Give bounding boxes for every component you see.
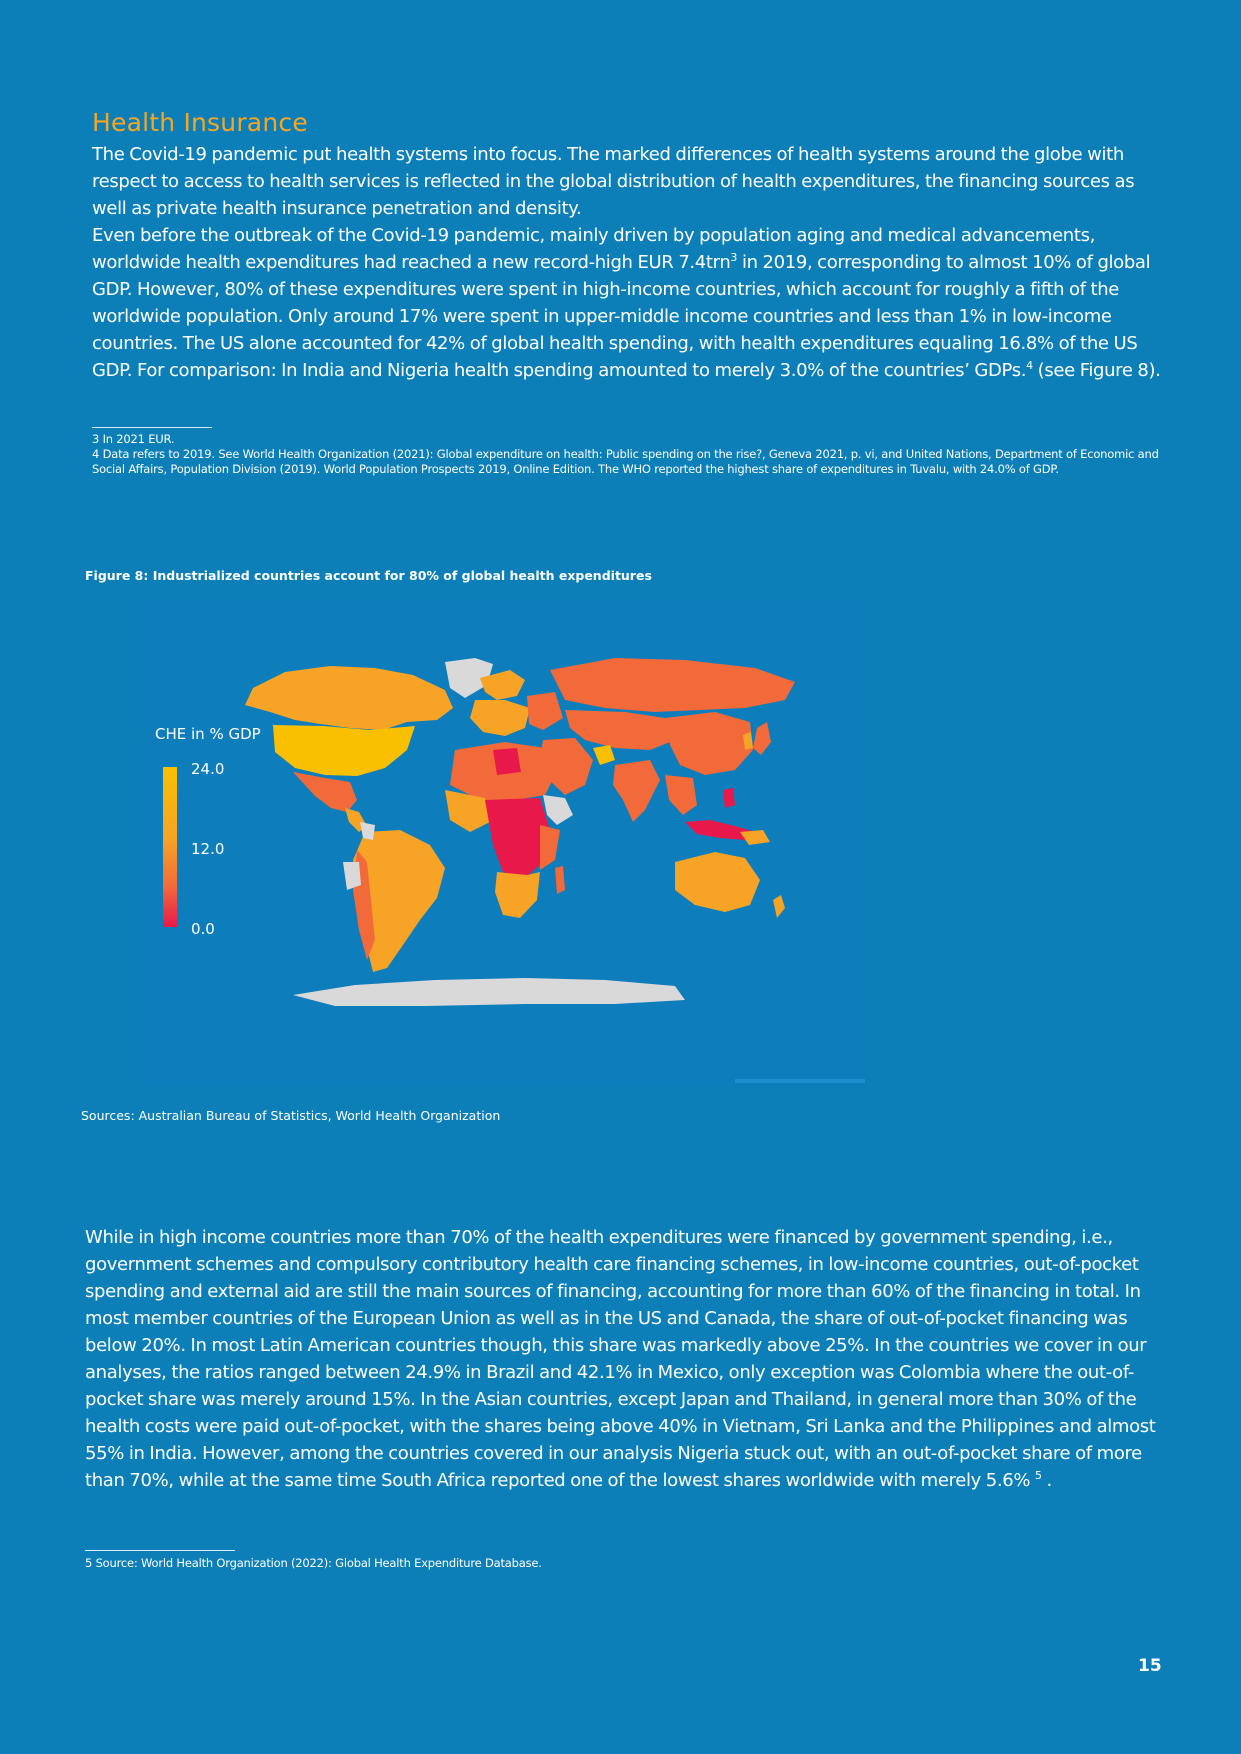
footnote-ref-3[interactable]: 3 — [730, 251, 738, 264]
map-region-asia-central — [565, 710, 675, 750]
intro-paragraph-2-part-c: (see Figure 8). — [1032, 360, 1161, 381]
world-map — [145, 600, 865, 1085]
map-region-russia — [550, 658, 795, 712]
map-region-africa-east — [540, 825, 560, 870]
map-region-southeast-asia — [665, 775, 697, 815]
intro-paragraph-2-part-a: Even before the outbreak of the Covid-19 pandemic, mainly driven by population aging and medical advancements, worldwide health expenditures had reached a new record-high EUR 7.4trn — [92, 225, 1095, 273]
map-region-china — [665, 712, 753, 775]
legend-mid-label: 12.0 — [191, 840, 225, 858]
map-region-mexico — [293, 772, 357, 812]
map-region-europe — [470, 700, 530, 736]
map-region-australia — [675, 852, 760, 912]
footnote-divider-bottom — [85, 1550, 235, 1551]
footnote-ref-4[interactable]: 4 — [1026, 359, 1033, 372]
figure-caption: Figure 8: Industrialized countries account for 80% of global health expenditures — [85, 568, 652, 583]
figure-sources: Sources: Australian Bureau of Statistics, World Health Organization — [81, 1108, 501, 1123]
map-region-usa — [273, 725, 415, 776]
map-region-india — [613, 760, 660, 822]
intro-paragraph-2-part-b: in 2019, corresponding to almost 10% of global GDP. However, 80% of these expenditures were spent in high-income countries, which account for roughly a fifth of the worldwide population. Only around 17% were spent in upper-middle income countries and less than 1% in low-income countries. The US alone accounted for 42% of global health spending, with health expenditures equaling 16.8% of the US GDP. For comparison: In India and Nigeria health spending amounted to merely 3.0% of the countries’ GDPs. — [92, 252, 1151, 381]
map-region-canada — [245, 666, 453, 730]
body-paragraph-end: . — [1041, 1470, 1052, 1491]
body-paragraph-text: While in high income countries more than 70% of the health expenditures were financed by government spending, i.e., government schemes and compulsory contributory health care financing schemes, in low-income countries, out-of-pocket spending and external aid are still the main sources of financing, accounting for more than 60% of the financing in total. In most member countries of the European Union as well as in the US and Canada, the share of out-of-pocket financing was below 20%. In most Latin American countries though, this share was markedly above 25%. In the countries we cover in our analyses, the ratios ranged between 24.9% in Brazil and 42.1% in Mexico, only exception was Colombia where the out-of-pocket share was merely around 15%. In the Asian countries, except Japan and Thailand, in general more than 30% of the health costs were paid out-of-pocket, with the shares being above 40% in Vietnam, Sri Lanka and the Philippines and almost 55% in India. However, among the countries covered in our analysis Nigeria stuck out, with an out-of-pocket share of more than 70%, while at the same time South Africa reported one of the lowest shares worldwide with merely 5.6% — [85, 1227, 1156, 1491]
map-region-antarctica — [293, 978, 685, 1006]
map-region-papua — [740, 830, 770, 845]
map-region-new-zealand — [773, 895, 785, 918]
footnote-3: 3 In 2021 EUR. — [92, 432, 175, 446]
legend-min-label: 0.0 — [191, 920, 215, 938]
footnote-5: 5 Source: World Health Organization (2022): Global Health Expenditure Database. — [85, 1556, 542, 1570]
map-region-afghanistan — [593, 745, 615, 765]
body-paragraph — [85, 1224, 1170, 1494]
map-region-japan — [753, 722, 771, 755]
map-region-philippines — [723, 788, 735, 808]
map-region-no-data-sa — [343, 862, 361, 890]
intro-text — [92, 141, 1167, 384]
intro-paragraph-1: The Covid-19 pandemic put health systems into focus. The marked differences of health systems around the globe with respect to access to health services is reflected in the global distribution of health expenditures, the financing sources as well as private health insurance penetration and density. — [92, 144, 1135, 219]
intro-paragraph-2 — [92, 225, 1161, 381]
footnote-ref-5[interactable]: 5 — [1035, 1469, 1042, 1482]
legend-title: CHE in % GDP — [155, 725, 261, 743]
page-number: 15 — [1138, 1656, 1162, 1676]
map-region-africa-south — [495, 872, 540, 918]
section-title: Health Insurance — [92, 108, 308, 137]
world-map-figure — [145, 600, 865, 1085]
legend-max-label: 24.0 — [191, 760, 225, 778]
legend-color-scale — [163, 767, 177, 927]
map-region-madagascar — [555, 866, 565, 894]
map-credit-strip — [735, 1079, 865, 1083]
footnote-divider — [92, 427, 212, 428]
map-region-europe-east — [527, 692, 563, 730]
map-region-horn-africa — [543, 795, 573, 825]
footnote-4: 4 Data refers to 2019. See World Health Organization (2021): Global expenditure on health: Public spending on the rise?, Geneva 2021, p. vi, and United Nations, Department of Economic and Social Affairs, Population Division (2019). World Population Prospects 2019, Online Edition. The WHO reported the highest share of expenditures in Tuvalu, with 24.0% of GDP. — [92, 447, 1159, 476]
map-region-no-data-sa2 — [360, 822, 375, 840]
map-region-libya — [493, 748, 521, 775]
